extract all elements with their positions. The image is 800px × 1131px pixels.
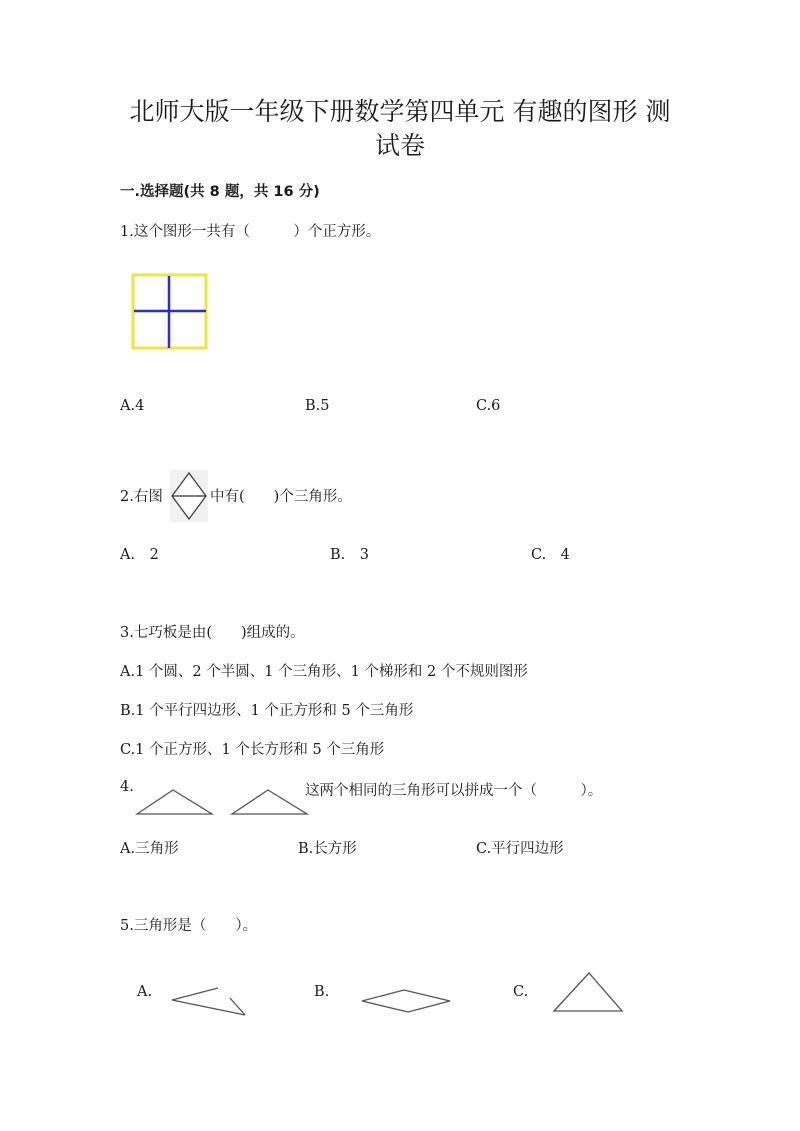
q4-stem: 这两个相同的三角形可以拼成一个（ ）。 — [305, 783, 603, 799]
q4-triangle-1 — [135, 787, 215, 817]
q5-rhombus-shape — [362, 990, 450, 1012]
q1-option-b[interactable]: B.5 — [305, 398, 330, 414]
section-heading: 一.选择题(共 8 题，共 16 分) — [120, 184, 320, 200]
q2-option-b[interactable]: B. 3 — [330, 547, 369, 563]
q5-open-shape-a — [168, 985, 248, 1021]
q5-triangle-shape — [554, 973, 622, 1011]
q3-option-b[interactable]: B.1 个平行四边形、1 个正方形和 5 个三角形 — [120, 703, 414, 719]
q4-option-c[interactable]: C.平行四边形 — [476, 841, 564, 857]
q3-stem: 3.七巧板是由( )组成的。 — [120, 625, 305, 641]
q2-stem-before: 2.右图 — [120, 489, 163, 505]
q5-option-b[interactable]: B. — [314, 984, 330, 1000]
q5-rhombus-b — [360, 988, 452, 1014]
q5-stem: 5.三角形是（ ）。 — [120, 918, 258, 934]
title-line-2: 试卷 — [374, 131, 425, 160]
q1-option-a[interactable]: A.4 — [120, 398, 145, 414]
q3-option-a[interactable]: A.1 个圆、2 个半圆、1 个三角形、1 个梯形和 2 个不规则图形 — [120, 664, 528, 680]
q5-triangle-c — [551, 970, 625, 1014]
q1-stem: 1.这个图形一共有（ ）个正方形。 — [120, 224, 381, 240]
q4-triangle-2 — [230, 787, 310, 817]
q5-option-a[interactable]: A. — [137, 984, 153, 1000]
q4-option-b[interactable]: B.长方形 — [298, 841, 357, 857]
q2-option-c[interactable]: C. 4 — [531, 547, 570, 563]
page-title — [100, 95, 700, 163]
q1-square-figure — [131, 273, 209, 351]
q2-diamond-figure — [170, 470, 208, 522]
q4-triangle-2-shape — [232, 790, 307, 814]
q5-shape-a-lines — [172, 988, 245, 1015]
q3-option-c[interactable]: C.1 个正方形、1 个长方形和 5 个三角形 — [120, 742, 385, 758]
q4-number: 4. — [120, 779, 134, 795]
title-line-1: 北师大版一年级下册数学第四单元 有趣的图形 测 — [129, 97, 671, 126]
q1-option-c[interactable]: C.6 — [476, 398, 501, 414]
q5-option-c[interactable]: C. — [513, 984, 529, 1000]
q2-stem-after: 中有( )个三角形。 — [210, 489, 352, 505]
q4-triangle-1-shape — [137, 790, 212, 814]
q4-option-a[interactable]: A.三角形 — [120, 841, 179, 857]
q2-option-a[interactable]: A. 2 — [120, 547, 159, 563]
